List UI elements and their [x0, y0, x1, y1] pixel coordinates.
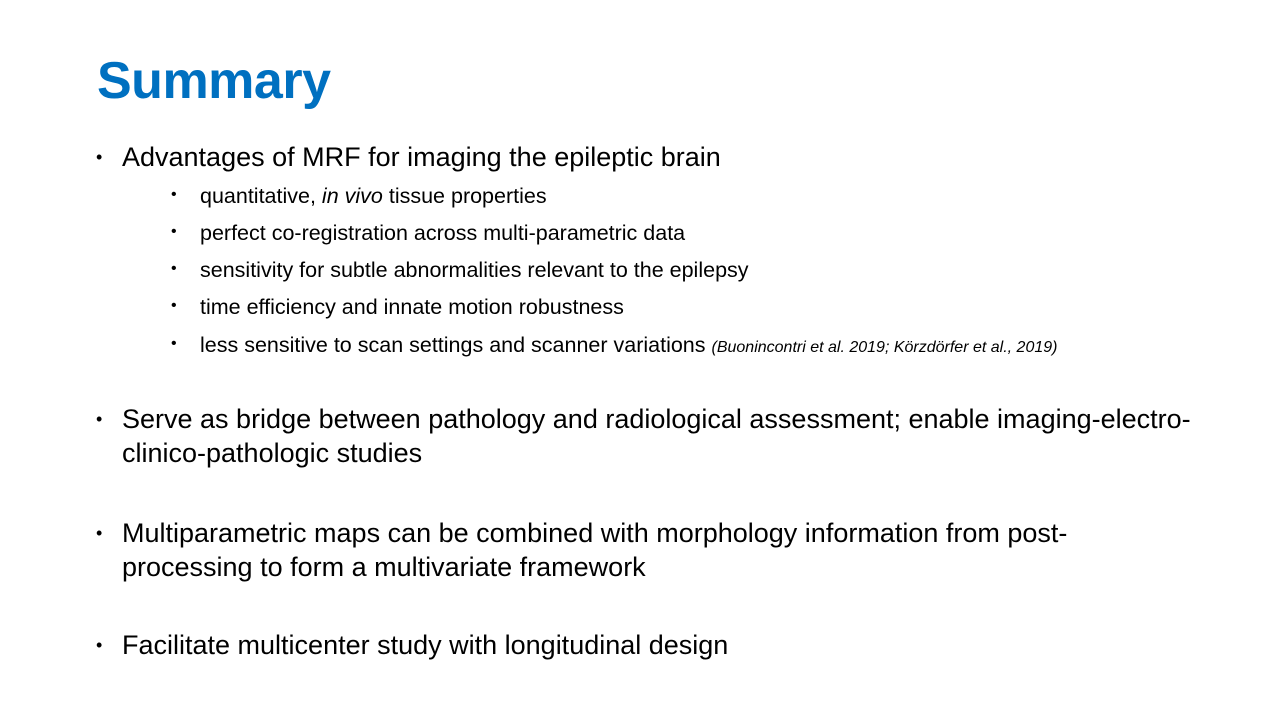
bullet-4: [96, 628, 1196, 662]
sub-bullet-4-text: time efficiency and innate motion robustness: [200, 295, 624, 319]
sub-bullet-5: [171, 331, 1251, 362]
bullet-2-text: Serve as bridge between pathology and radiological assessment; enable imaging-electro-clinico-pathologic studies: [122, 404, 1191, 468]
bullet-1: [96, 140, 1196, 174]
sub-bullet-3: [171, 256, 1251, 284]
sub-bullet-1-text: [200, 182, 1251, 210]
sub-bullet-5-main: less sensitive to scan settings and scanner variations: [200, 333, 712, 357]
sub-bullet-marker: •: [171, 335, 177, 352]
bullet-marker: •: [96, 147, 103, 167]
slide-title: Summary: [97, 52, 331, 110]
sub-bullet-marker: •: [171, 223, 177, 240]
sub-bullet-5-text: [200, 331, 1251, 362]
sub-bullet-1-post: tissue properties: [382, 184, 547, 208]
sub-bullet-3-text: sensitivity for subtle abnormalities relevant to the epilepsy: [200, 258, 749, 282]
bullet-marker: •: [96, 635, 103, 655]
sub-bullet-4: [171, 293, 1251, 321]
sub-bullet-2: [171, 219, 1251, 247]
sub-bullet-marker: •: [171, 297, 177, 314]
sub-bullet-1-pre: quantitative,: [200, 184, 322, 208]
bullet-2: [96, 402, 1196, 470]
sub-bullet-1-em: in vivo: [321, 184, 383, 208]
bullet-3: [96, 516, 1196, 584]
bullet-4-text: Facilitate multicenter study with longitudinal design: [122, 630, 729, 660]
sub-bullet-marker: •: [171, 260, 177, 277]
sub-bullet-1: [171, 182, 1251, 210]
sub-bullet-2-text: perfect co-registration across multi-parametric data: [200, 221, 686, 245]
bullet-marker: •: [96, 409, 103, 429]
bullet-3-text: Multiparametric maps can be combined with morphology information from post-processing to form a multivariate framework: [122, 518, 1068, 582]
citation: (Buonincontri et al. 2019; Körzdörfer et al., 2019): [711, 339, 1058, 356]
bullet-1-text: Advantages of MRF for imaging the epileptic brain: [122, 142, 721, 172]
bullet-marker: •: [96, 523, 103, 543]
sub-bullet-marker: •: [171, 186, 177, 203]
